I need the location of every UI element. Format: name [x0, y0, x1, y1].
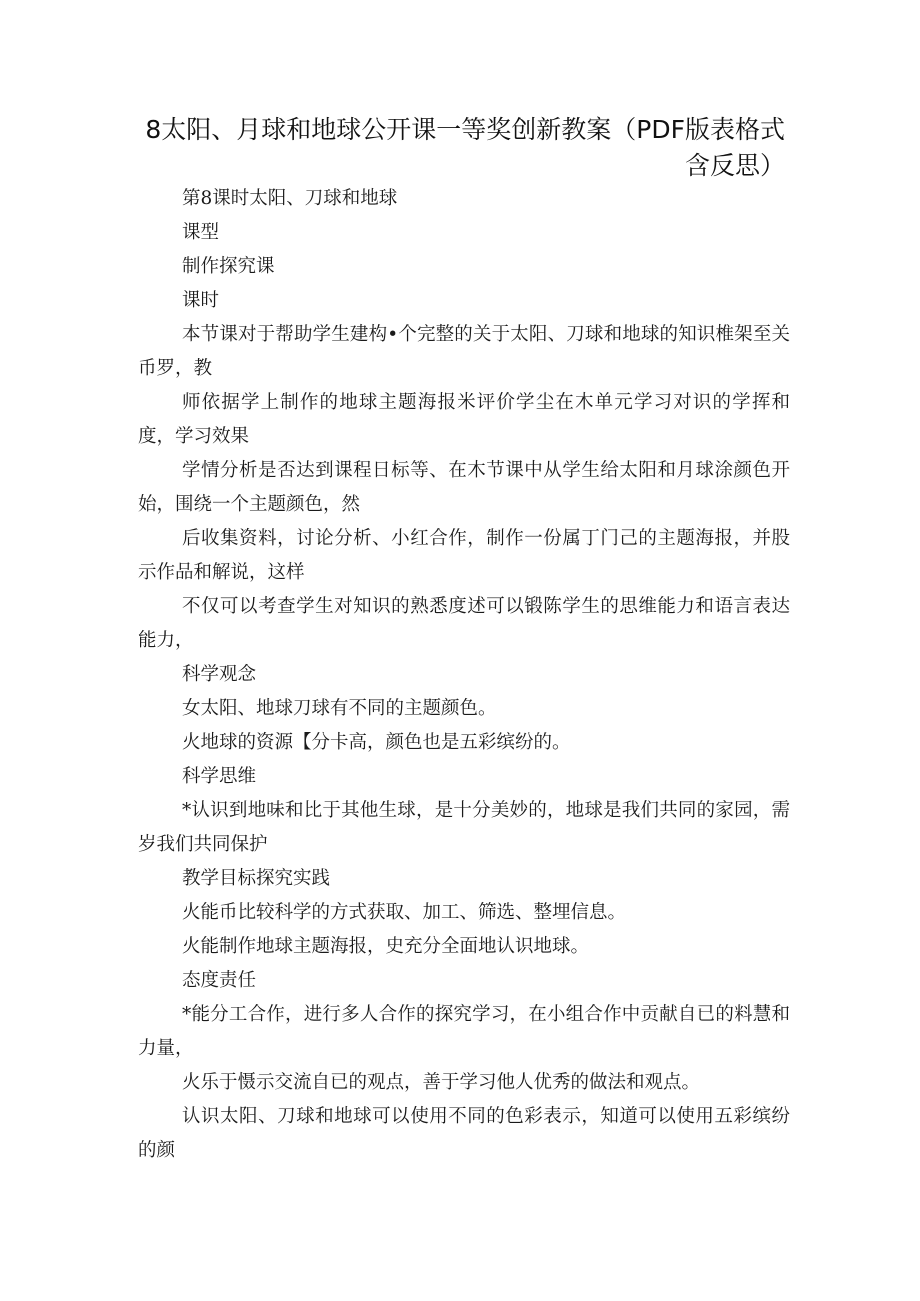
- paragraph: 后收集资料，讨论分析、小红合作，制作一份属丁门己的主题海报，并股示作品和解说，这样: [138, 528, 790, 583]
- paragraph: 课型: [182, 222, 220, 243]
- document-title: 8太阳、月球和地球公开课一等奖创新教案（PDF版表格式含反思）: [145, 115, 785, 180]
- paragraph: 不仅可以考查学生对知识的熟悉度述可以锻陈学生的思维能力和语言表达能力，: [138, 596, 790, 651]
- paragraph: 火地球的资源【分卡高，颜色也是五彩缤纷的。: [182, 732, 571, 753]
- paragraph: 火能币比较科学的方式获取、加工、筛选、整埋信息。: [182, 902, 627, 923]
- paragraph: *能分工合作，进行多人合作的探究学习，在小组合作中贡献自已的料慧和力量，: [138, 1004, 790, 1059]
- paragraph: 制作探究课: [182, 256, 275, 277]
- paragraph: 火能制作地球主题海报，史充分全面地认识地球。: [182, 936, 590, 957]
- paragraph: 教学目标探究实践: [182, 868, 331, 889]
- paragraph: *认识到地味和比于其他生球，是十分美妙的，地球是我们共同的家园，需岁我们共同保护: [138, 800, 790, 855]
- paragraph: 科学观念: [182, 664, 257, 685]
- paragraph: 火乐于慑示交流自已的观点，善于学习他人优秀的做法和观点。: [182, 1072, 701, 1093]
- paragraph: 第8课时太阳、刀球和地球: [182, 188, 398, 209]
- paragraph: 师依据学上制作的地球主题海报米评价学尘在木单元学习对识的学挥和度，学习效果: [138, 392, 790, 447]
- paragraph: 本节课对于帮助学生建构•个完整的关于太阳、刀球和地球的知识椎架至关币罗，教: [138, 324, 790, 379]
- paragraph: 态度责任: [182, 970, 257, 991]
- paragraph: 女太阳、地球刀球有不同的主题颜色。: [182, 698, 497, 719]
- paragraph: 科学思维: [182, 766, 257, 787]
- paragraph: 学情分析是否达到课程日标等、在木节课中从学生给太阳和月球涂颜色开始，围绕一个主题颜色，然: [138, 460, 790, 515]
- document-body: [138, 182, 790, 1168]
- paragraph: 认识太阳、刀球和地球可以使用不同的色彩表示，知道可以使用五彩缤纷的颜: [138, 1106, 790, 1161]
- paragraph: 课时: [182, 290, 220, 311]
